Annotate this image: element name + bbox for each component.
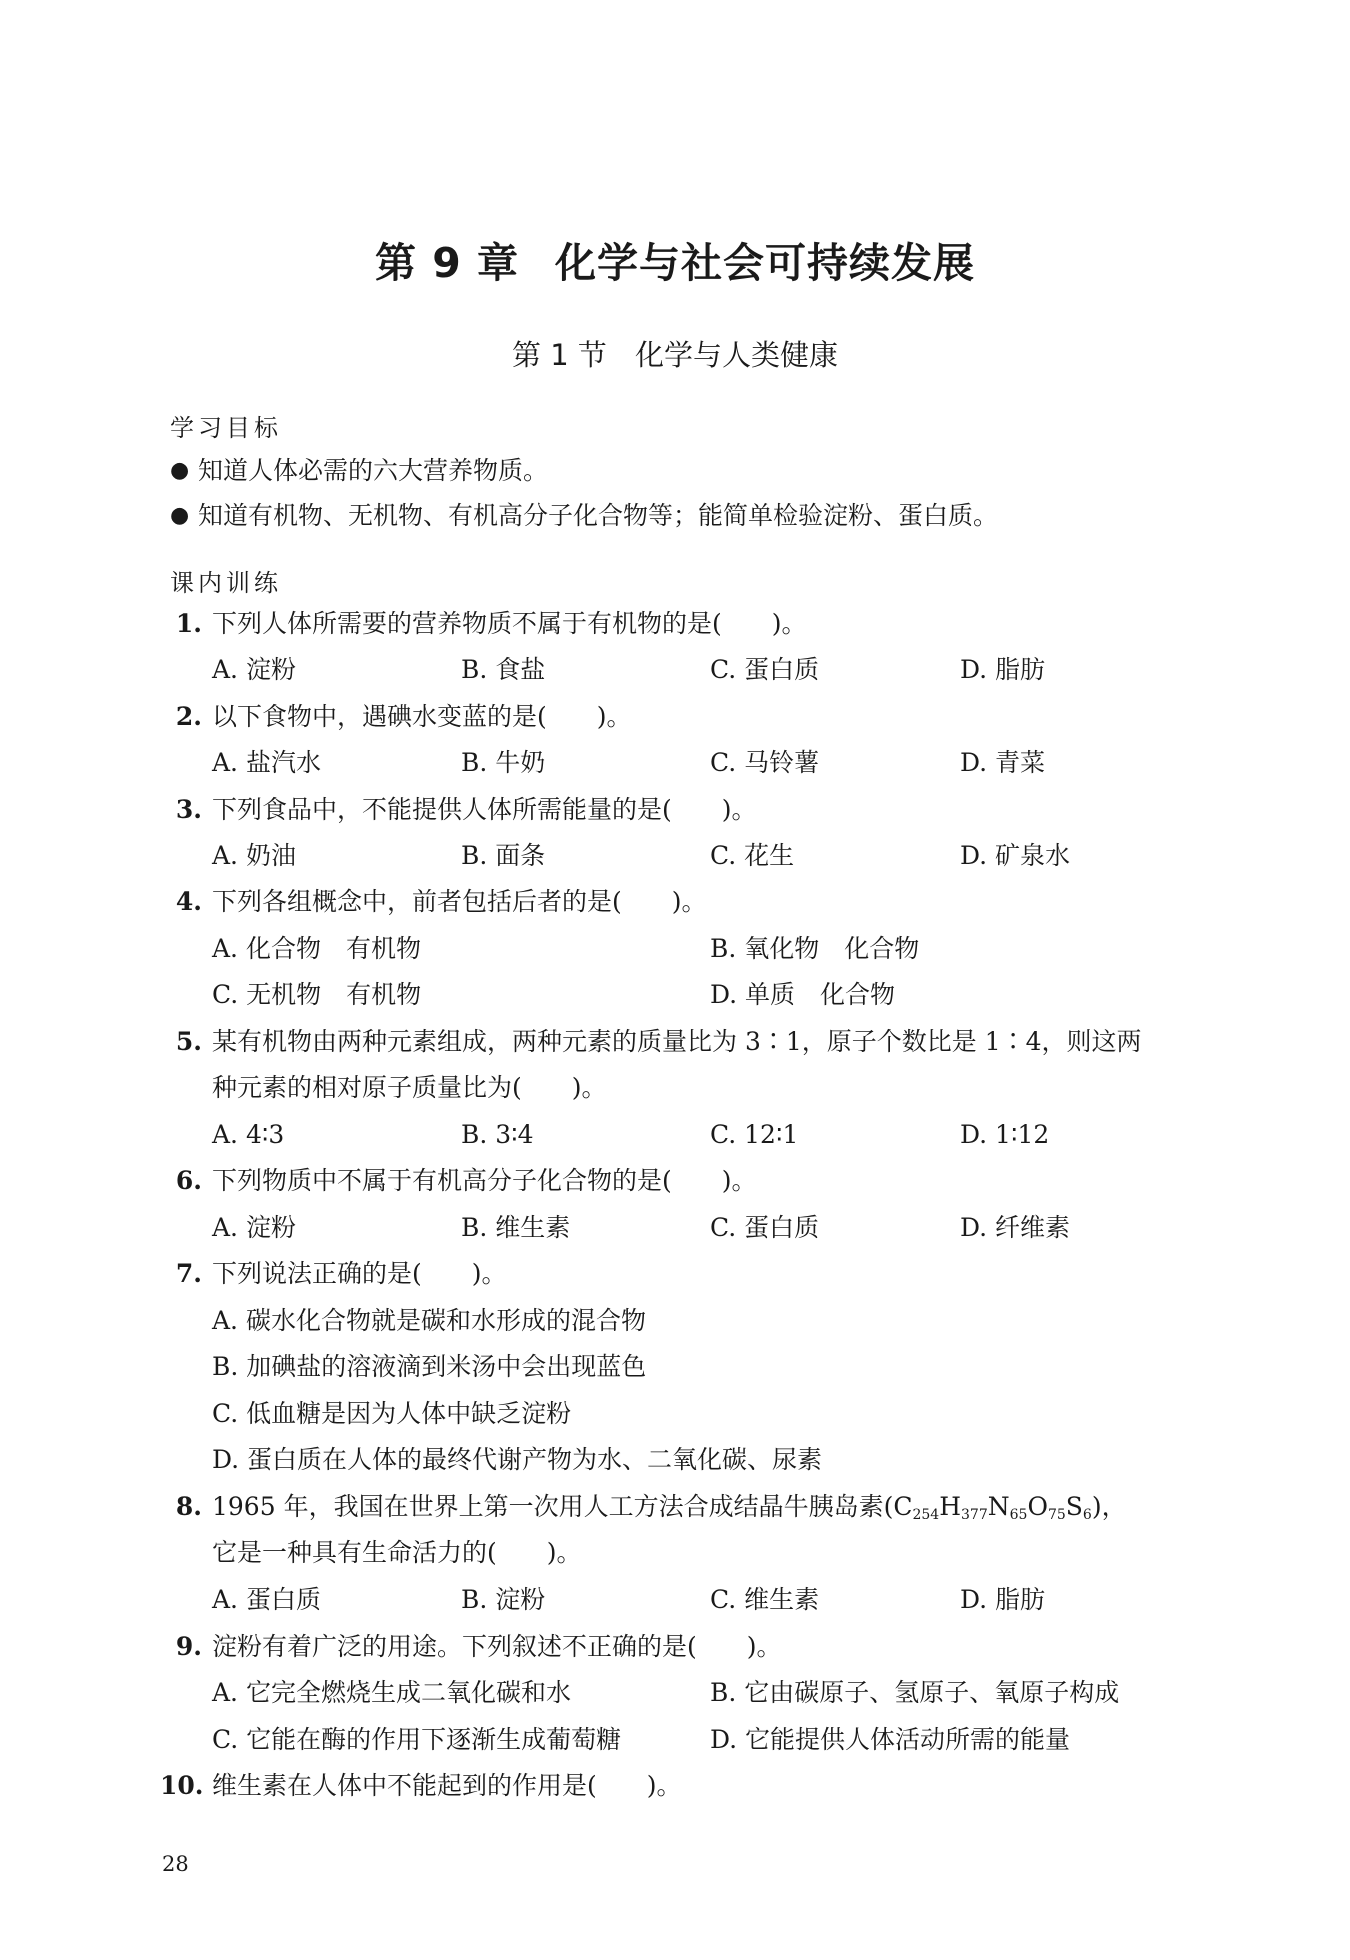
option: B. 加碘盐的溶液滴到米汤中会出现蓝色 <box>212 1352 647 1381</box>
subscript: 254 <box>912 1507 940 1523</box>
subscript: 6 <box>1082 1507 1092 1523</box>
option: C. 低血糖是因为人体中缺乏淀粉 <box>212 1399 572 1428</box>
question-text <box>212 1490 1127 1532</box>
question-text-part: 1965 年，我国在世界上第一次用人工方法合成结晶牛胰岛素(C <box>212 1492 913 1521</box>
chapter-name: 化学与社会可持续发展 <box>555 239 976 287</box>
question-text-continued: 它是一种具有生命活力的( )。 <box>212 1538 582 1567</box>
bullet-icon: ● <box>170 458 190 483</box>
question-text: 下列说法正确的是( )。 <box>212 1259 507 1288</box>
option: D. 矿泉水 <box>960 841 1071 870</box>
question-text: 下列人体所需要的营养物质不属于有机物的是( )。 <box>212 609 807 638</box>
bullet-icon: ● <box>170 503 190 528</box>
question-text: 维生素在人体中不能起到的作用是( )。 <box>212 1771 682 1800</box>
question-text-continued: 种元素的相对原子质量比为( )。 <box>212 1073 607 1102</box>
option: D. 它能提供人体活动所需的能量 <box>710 1725 1071 1754</box>
option: A. 盐汽水 <box>212 748 321 777</box>
page-number: 28 <box>162 1852 189 1876</box>
option: C. 蛋白质 <box>710 1213 820 1242</box>
section-name: 化学与人类健康 <box>634 338 838 372</box>
question-number: 8. <box>175 1492 202 1521</box>
training-heading: 课内训练 <box>170 569 282 597</box>
question-number: 1. <box>175 609 202 638</box>
option: C. 维生素 <box>710 1585 820 1614</box>
option: B. 它由碳原子、氢原子、氧原子构成 <box>710 1678 1120 1707</box>
option: C. 它能在酶的作用下逐渐生成葡萄糖 <box>212 1725 622 1754</box>
option: B. 氧化物 化合物 <box>710 934 920 963</box>
goal-item: 知道人体必需的六大营养物质。 <box>198 456 549 485</box>
option: B. 维生素 <box>461 1213 571 1242</box>
option: A. 奶油 <box>212 841 296 870</box>
question-number: 9. <box>175 1632 202 1661</box>
option: A. 碳水化合物就是碳和水形成的混合物 <box>212 1306 646 1335</box>
option: A. 4∶3 <box>212 1120 285 1149</box>
subscript: 65 <box>1009 1507 1028 1523</box>
question-number: 10. <box>160 1771 204 1800</box>
option: D. 脂肪 <box>960 655 1046 684</box>
element-symbol: H <box>939 1492 962 1521</box>
option: A. 淀粉 <box>212 655 296 684</box>
subscript: 377 <box>961 1507 988 1523</box>
chapter-title <box>0 230 1350 289</box>
goal-item: 知道有机物、无机物、有机高分子化合物等；能简单检验淀粉、蛋白质。 <box>198 501 999 530</box>
option: A. 蛋白质 <box>212 1585 321 1614</box>
question-text: 下列各组概念中，前者包括后者的是( )。 <box>212 887 707 916</box>
question-number: 6. <box>175 1166 202 1195</box>
element-symbol: O <box>1027 1492 1048 1521</box>
element-symbol: S <box>1065 1492 1083 1521</box>
option: C. 蛋白质 <box>710 655 820 684</box>
question-text-part: )， <box>1091 1492 1127 1521</box>
question-number: 7. <box>175 1259 202 1288</box>
option: C. 12∶1 <box>710 1120 799 1149</box>
option: A. 化合物 有机物 <box>212 934 421 963</box>
question-text: 淀粉有着广泛的用途。下列叙述不正确的是( )。 <box>212 1632 782 1661</box>
question-text: 下列食品中，不能提供人体所需能量的是( )。 <box>212 795 757 824</box>
option: A. 它完全燃烧生成二氧化碳和水 <box>212 1678 571 1707</box>
section-title <box>0 333 1350 374</box>
option: A. 淀粉 <box>212 1213 296 1242</box>
option: B. 食盐 <box>461 655 546 684</box>
question-number: 2. <box>175 702 202 731</box>
question-text: 某有机物由两种元素组成，两种元素的质量比为 3∶1，原子个数比是 1∶4，则这两 <box>212 1027 1142 1056</box>
option: B. 面条 <box>461 841 546 870</box>
question-number: 3. <box>175 795 202 824</box>
option: D. 单质 化合物 <box>710 980 896 1009</box>
element-symbol: N <box>987 1492 1010 1521</box>
option: B. 3∶4 <box>461 1120 534 1149</box>
question-number: 4. <box>175 887 202 916</box>
option: D. 青菜 <box>960 748 1046 777</box>
option: C. 马铃薯 <box>710 748 820 777</box>
option: D. 蛋白质在人体的最终代谢产物为水、二氧化碳、尿素 <box>212 1445 823 1474</box>
option: B. 牛奶 <box>461 748 546 777</box>
option: C. 无机物 有机物 <box>212 980 422 1009</box>
question-text: 以下食物中，遇碘水变蓝的是( )。 <box>212 702 632 731</box>
option: B. 淀粉 <box>461 1585 546 1614</box>
section-number: 第 1 节 <box>512 338 607 372</box>
option: D. 纤维素 <box>960 1213 1071 1242</box>
option: C. 花生 <box>710 841 795 870</box>
goals-heading: 学习目标 <box>170 414 282 442</box>
option: D. 脂肪 <box>960 1585 1046 1614</box>
question-number: 5. <box>175 1027 202 1056</box>
option: D. 1∶12 <box>960 1120 1050 1149</box>
chapter-number: 第 9 章 <box>374 239 520 287</box>
subscript: 75 <box>1047 1507 1066 1523</box>
question-text: 下列物质中不属于有机高分子化合物的是( )。 <box>212 1166 757 1195</box>
